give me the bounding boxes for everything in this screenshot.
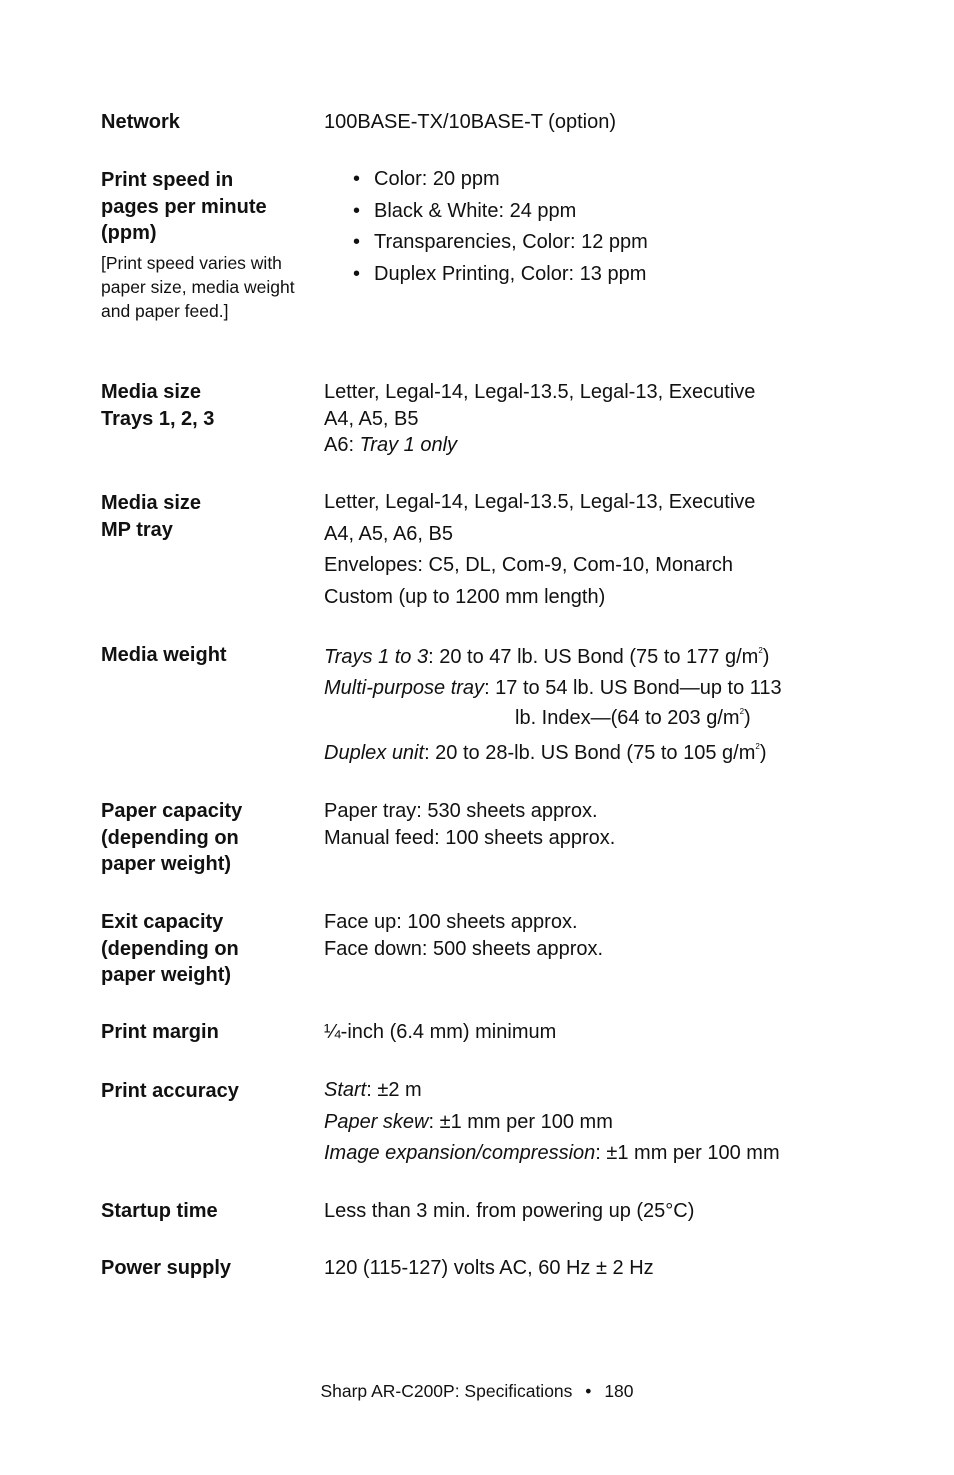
bullet-icon: • <box>353 168 361 190</box>
label-line: (ppm) <box>101 222 157 244</box>
speed-list <box>324 164 884 290</box>
spec-value: ¼-inch (6.4 mm) minimum <box>324 1021 557 1043</box>
spec-label: Print accuracy <box>101 1080 239 1102</box>
spec-label: Paper capacity (depending on paper weight) <box>101 800 243 875</box>
spec-value: Letter, Legal-14, Legal-13.5, Legal-13, Executive A4, A5, B5 A6: Tray 1 only <box>324 381 756 456</box>
spec-value: Start: ±2 m Paper skew: ±1 mm per 100 mm Image expansion/compression: ±1 mm per 100 mm <box>324 1079 780 1164</box>
list-item: • Transparencies, Color: 12 ppm <box>324 227 884 259</box>
bullet-icon: • <box>353 262 361 285</box>
list-item: • Black & White: 24 ppm <box>324 196 884 228</box>
footer-separator: • <box>585 1381 592 1401</box>
spec-value: Paper tray: 530 sheets approx. Manual feed: 100 sheets approx. <box>324 800 616 849</box>
spec-value: Face up: 100 sheets approx. Face down: 500 sheets approx. <box>324 911 604 960</box>
spec-value: Letter, Legal-14, Legal-13.5, Legal-13, Executive A4, A5, A6, B5 Envelopes: C5, DL, Com-9, Com-10, Monarch Custom (up to 1200 mm length) <box>324 491 756 608</box>
bullet-icon: • <box>353 199 361 222</box>
spec-value: Trays 1 to 3: 20 to 47 lb. US Bond (75 to 177 $g/m^2$) Multi-purpose tray: 17 to 54 lb. US Bond—up to 113 lb. Index—(64 to 203 $g/m^2$) Duplex unit: 20 to 28-lb. US Bond (75 to 105 $g/m^2$) <box>324 646 782 764</box>
spec-label: Power supply <box>101 1257 232 1279</box>
label-line: pages per minute <box>101 195 267 218</box>
spec-value: 100BASE-TX/10BASE-T (option) <box>324 111 616 133</box>
spec-label <box>101 167 301 323</box>
spec-label: Media size Trays 1, 2, 3 <box>101 381 215 430</box>
spec-label: Media size MP tray <box>101 492 202 541</box>
list-item: • Duplex Printing, Color: 13 ppm <box>324 259 884 291</box>
list-item: • Color: 20 ppm <box>324 164 884 196</box>
spec-value: Less than 3 min. from powering up (25°C) <box>324 1200 695 1222</box>
spec-value: 120 (115-127) volts AC, 60 Hz ± 2 Hz <box>324 1257 654 1279</box>
page-footer <box>0 1381 954 1402</box>
page-number: 180 <box>604 1381 634 1401</box>
spec-label: Print margin <box>101 1021 219 1043</box>
bullet-icon: • <box>353 231 361 253</box>
spec-note: [Print speed varies with paper size, media weight and paper feed.] <box>101 252 295 321</box>
spec-label: Media weight <box>101 644 227 666</box>
label-line: Print speed in <box>101 169 234 191</box>
spec-label: Network <box>101 111 180 133</box>
spec-label: Exit capacity (depending on paper weight) <box>101 911 239 986</box>
spec-label: Startup time <box>101 1200 218 1222</box>
footer-title: Sharp AR-C200P: Specifications <box>320 1381 573 1401</box>
